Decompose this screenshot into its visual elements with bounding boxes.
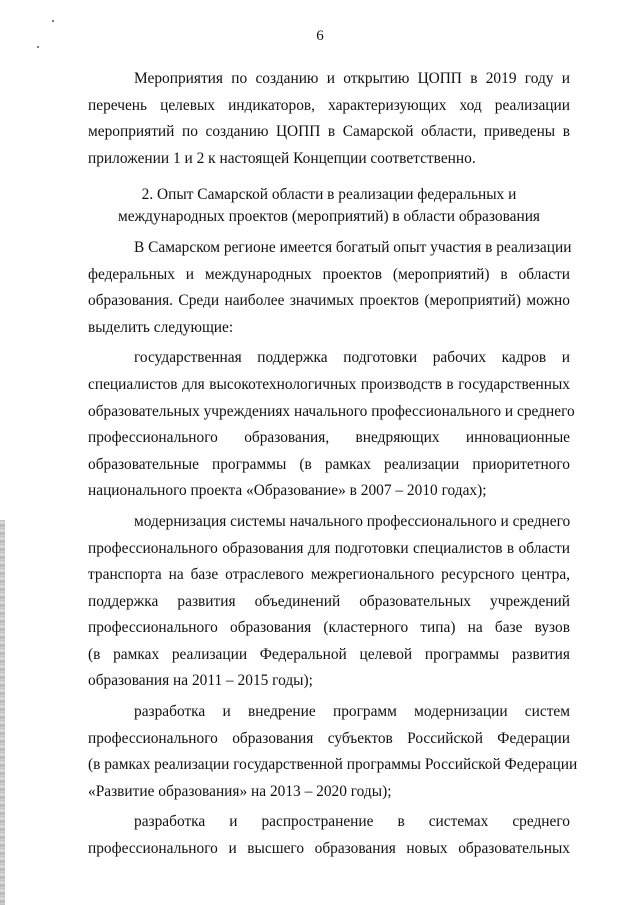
scan-speck <box>37 46 39 48</box>
text-line: профессионального и высшего образования новых образовательных <box>88 840 570 858</box>
text-line: специалистов для высокотехнологичных производств в государственных <box>88 375 570 393</box>
text-line: профессионального образования, внедряющих инновационные <box>88 429 570 447</box>
text-line: приложении 1 и 2 к настоящей Концепции соответственно. <box>88 149 476 167</box>
section-heading <box>88 182 570 231</box>
list-item-modernization <box>88 509 570 695</box>
text-line: профессионального образования для подготовки специалистов в области <box>88 539 570 557</box>
list-item-new-programs <box>88 809 570 862</box>
text-line: образования. Среди наиболее значимых проектов (мероприятий) можно <box>88 292 570 310</box>
scan-edge-artifact <box>0 520 5 905</box>
text-line: государственная поддержка подготовки рабочих кадров и <box>134 349 570 367</box>
text-line: Мероприятия по созданию и открытию ЦОПП в 2019 году и <box>134 70 570 87</box>
heading-line: 2. Опыт Самарской области в реализации федеральных и <box>141 186 517 204</box>
text-line: выделить следующие: <box>88 318 234 336</box>
text-line: образования на 2011 – 2015 годы); <box>88 672 313 690</box>
text-line: федеральных и международных проектов (мероприятий) в области <box>88 265 570 283</box>
text-line: профессионального образования (кластерного типа) на базе вузов <box>88 619 570 637</box>
page-number: 6 <box>316 28 324 44</box>
list-item-state-support <box>88 345 575 505</box>
text-line: перечень целевых индикаторов, характеризующих ход реализации <box>88 96 570 114</box>
text-line: национального проекта «Образование» в 2007 – 2010 годах); <box>88 482 487 500</box>
text-line: транспорта на базе отраслевого межрегионального ресурсного центра, <box>88 566 570 584</box>
text-line: поддержка развития объединений образовательных учреждений <box>88 592 570 610</box>
list-item-development-programs <box>88 699 578 805</box>
heading-line: международных проектов (мероприятий) в области образования <box>117 207 541 225</box>
paragraph-samara-experience <box>88 235 570 341</box>
text-line: мероприятий по созданию ЦОПП в Самарской области, приведены в <box>88 123 570 141</box>
scan-speck <box>52 20 54 22</box>
text-line: разработка и распространение в системах среднего <box>134 813 570 831</box>
text-line: «Развитие образования» на 2013 – 2020 годы); <box>88 782 392 800</box>
text-line: профессионального образования субъектов Российской Федерации <box>88 729 570 747</box>
text-line: (в рамках реализации государственной программы Российской Федерации <box>88 756 578 774</box>
text-line: В Самарском регионе имеется богатый опыт участия в реализации <box>134 238 572 256</box>
text-line: разработка и внедрение программ модернизации систем <box>134 703 570 721</box>
text-line: модернизация системы начального профессионального и среднего <box>134 512 571 530</box>
paragraph-copp-events <box>88 66 570 172</box>
text-line: (в рамках реализации Федеральной целевой программы развития <box>88 645 570 663</box>
text-line: образовательные программы (в рамках реализации приоритетного <box>88 455 570 473</box>
document-body <box>88 66 578 863</box>
text-line: образовательных учреждениях начального профессионального и среднего <box>88 402 575 420</box>
